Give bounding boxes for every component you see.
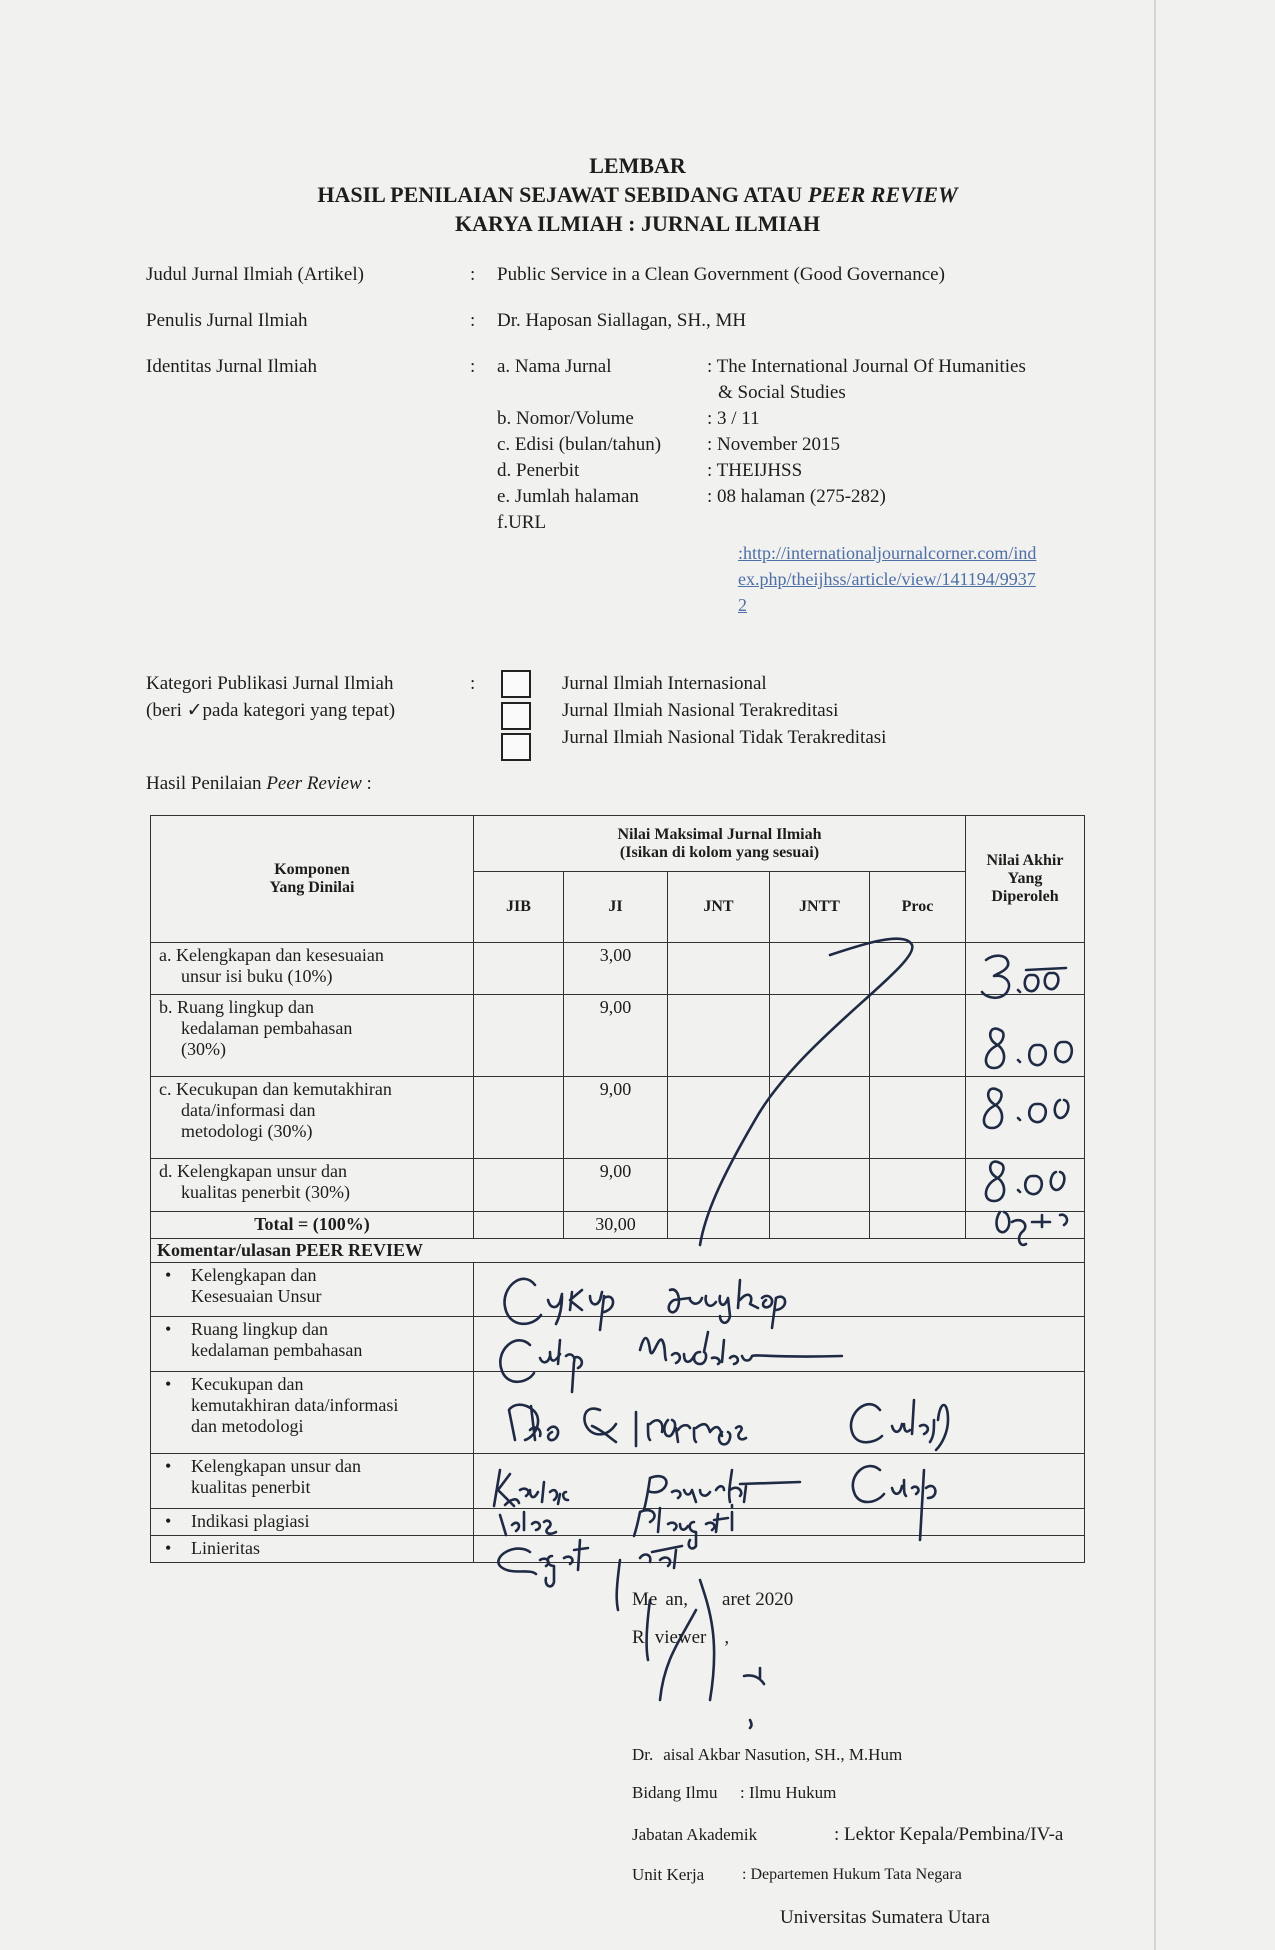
checkbox-nasional-terakreditasi[interactable]: [501, 702, 531, 730]
komentar-row: [151, 1372, 1085, 1454]
row-a-label: [151, 943, 474, 995]
reviewer-1: R: [632, 1627, 645, 1648]
komentar-4-line-1: • Kelengkapan unsur dan: [191, 1456, 361, 1476]
reviewer-name-1: Dr.: [632, 1745, 654, 1764]
komentar-label-2: [151, 1317, 474, 1372]
edisi-value: : November 2015: [707, 434, 840, 455]
col-ji: JI: [564, 872, 668, 943]
komentar-value-3: [474, 1372, 1085, 1454]
row-d-jib: [474, 1159, 564, 1212]
komentar-row: [151, 1454, 1085, 1509]
url-label: f.URL: [497, 512, 547, 533]
row-c-proc: [870, 1077, 966, 1159]
row-c-jib: [474, 1077, 564, 1159]
kategori-label-2-prefix: (beri: [146, 700, 187, 721]
row-b-jnt: [668, 995, 770, 1077]
row-b-label-2: kedalaman pembahasan: [181, 1018, 353, 1038]
komentar-label-5: • Indikasi plagiasi: [151, 1509, 474, 1536]
row-b-akhir: [966, 995, 1085, 1077]
title-line-2-text: HASIL PENILAIAN SEJAWAT SEBIDANG ATAU: [317, 182, 808, 207]
row-c-label-1: c. Kecukupan dan kemutakhiran: [159, 1079, 392, 1099]
penerbit-value: : THEIJHSS: [707, 460, 803, 481]
place-date-1: Me: [632, 1589, 658, 1610]
kategori-option-3: Jurnal Ilmiah Nasional Tidak Terakreditasi: [562, 727, 887, 748]
komentar-value-6: [474, 1536, 1085, 1563]
kategori-label-2: [146, 699, 395, 722]
judul-value: Public Service in a Clean Government (Good Governance): [497, 264, 945, 285]
nama-jurnal-label: a. Nama Jurnal: [497, 356, 612, 377]
table-row: [151, 1077, 1085, 1159]
header-nilai-maksimal: [474, 816, 966, 872]
nama-jurnal-value-2: & Social Studies: [718, 382, 846, 403]
title-line-1: LEMBAR: [589, 153, 686, 178]
judul-label: Judul Jurnal Ilmiah (Artikel): [146, 264, 364, 285]
row-a-jnt: [668, 943, 770, 995]
col-jnt: JNT: [668, 872, 770, 943]
header-komponen-1: Komponen: [274, 861, 350, 878]
total-label: Total = (100%): [151, 1212, 474, 1239]
komentar-row: [151, 1536, 1085, 1563]
komentar-label-4: [151, 1454, 474, 1509]
title-line-2: [0, 181, 1275, 208]
place-date-3: aret 2020: [722, 1589, 794, 1610]
row-a-ji: 3,00: [564, 943, 668, 995]
kategori-option-2: Jurnal Ilmiah Nasional Terakreditasi: [562, 700, 839, 721]
hasil-label-suffix: :: [361, 773, 372, 794]
col-jib: JIB: [474, 872, 564, 943]
table-row: [151, 943, 1085, 995]
row-c-jnt: [668, 1077, 770, 1159]
jumlah-value: : 08 halaman (275-282): [707, 486, 886, 507]
komentar-1-line-1: • Kelengkapan dan: [191, 1265, 317, 1285]
komentar-row: [151, 1317, 1085, 1372]
total-jnt: [668, 1212, 770, 1239]
header-akhir-1: Nilai Akhir: [986, 852, 1064, 869]
komentar-header: Komentar/ulasan PEER REVIEW: [151, 1239, 1085, 1263]
place-date: [632, 1589, 793, 1611]
row-a-akhir: [966, 943, 1085, 995]
table-row: [151, 1159, 1085, 1212]
kategori-colon: :: [470, 673, 476, 694]
row-c-jntt: [770, 1077, 870, 1159]
komentar-label-3: [151, 1372, 474, 1454]
komentar-3-line-2: kemutakhiran data/informasi: [191, 1395, 399, 1415]
header-komponen-2: Yang Dinilai: [269, 879, 355, 896]
hasil-label-prefix: Hasil Penilaian: [146, 773, 267, 794]
jabatan-value: : Lektor Kepala/Pembina/IV-a: [834, 1824, 1064, 1845]
unit-label: Unit Kerja: [632, 1865, 705, 1884]
checkbox-nasional-tidak-terakreditasi[interactable]: [501, 733, 531, 761]
place-date-2: an,: [665, 1589, 689, 1610]
peer-review-table: [150, 815, 1085, 1563]
komentar-3-line-3: dan metodologi: [191, 1416, 304, 1436]
jabatan-label: Jabatan Akademik: [632, 1825, 758, 1844]
komentar-4-line-2: kualitas penerbit: [191, 1477, 311, 1497]
identitas-colon: :: [470, 356, 476, 377]
row-d-label-1: d. Kelengkapan unsur dan: [159, 1161, 347, 1181]
row-d-jnt: [668, 1159, 770, 1212]
row-d-ji: 9,00: [564, 1159, 668, 1212]
title-line-3: KARYA ILMIAH : JURNAL ILMIAH: [454, 211, 821, 236]
reviewer-label: [632, 1627, 729, 1649]
url-line-1: :http://internationaljournalcorner.com/ind: [738, 543, 1037, 563]
penulis-colon: :: [470, 310, 476, 331]
row-b-jntt: [770, 995, 870, 1077]
row-a-jib: [474, 943, 564, 995]
row-b-proc: [870, 995, 966, 1077]
url-line-3: 2: [738, 595, 747, 615]
komentar-row: [151, 1263, 1085, 1317]
bidang-label: Bidang Ilmu: [632, 1783, 718, 1802]
total-proc: [870, 1212, 966, 1239]
komentar-3-line-1: • Kecukupan dan: [191, 1374, 304, 1394]
penerbit-label: d. Penerbit: [497, 460, 580, 481]
total-akhir: [966, 1212, 1085, 1239]
row-c-label-3: metodologi (30%): [181, 1121, 313, 1141]
jumlah-label: e. Jumlah halaman: [497, 486, 639, 507]
kategori-label-2-suffix: pada kategori yang tepat): [202, 700, 396, 721]
row-c-label: [151, 1077, 474, 1159]
row-a-label-1: a. Kelengkapan dan kesesuaian: [159, 945, 384, 965]
row-c-ji: 9,00: [564, 1077, 668, 1159]
reviewer-3: ,: [724, 1627, 730, 1648]
row-d-jntt: [770, 1159, 870, 1212]
row-a-label-2: unsur isi buku (10%): [181, 966, 333, 986]
row-d-label-2: kualitas penerbit (30%): [181, 1182, 350, 1202]
identitas-label: Identitas Jurnal Ilmiah: [146, 356, 317, 377]
row-a-jntt: [770, 943, 870, 995]
row-b-label-3: (30%): [181, 1039, 226, 1059]
komentar-value-1: [474, 1263, 1085, 1317]
total-ji: 30,00: [564, 1212, 668, 1239]
penulis-value: Dr. Haposan Siallagan, SH., MH: [497, 310, 747, 331]
komentar-value-5: [474, 1509, 1085, 1536]
hasil-label-italic: Peer Review: [266, 773, 362, 794]
title-line-2-italic: PEER REVIEW: [807, 182, 958, 207]
komentar-1-line-2: Kesesuaian Unsur: [191, 1286, 322, 1306]
header-nilai-max-1: Nilai Maksimal Jurnal Ilmiah: [617, 825, 822, 843]
reviewer-2: viewer: [654, 1627, 707, 1648]
col-jntt: JNTT: [770, 872, 870, 943]
url-link[interactable]: [738, 540, 1036, 618]
header-komponen: [151, 816, 474, 943]
kategori-option-1: Jurnal Ilmiah Internasional: [562, 673, 767, 694]
bidang-value: : Ilmu Hukum: [740, 1783, 837, 1802]
komentar-row: [151, 1509, 1085, 1536]
reviewer-name: [632, 1745, 902, 1765]
row-c-label-2: data/informasi dan: [181, 1100, 316, 1120]
total-row: [151, 1212, 1085, 1239]
row-c-akhir: [966, 1077, 1085, 1159]
hasil-penilaian-label: [146, 773, 372, 795]
judul-colon: :: [470, 264, 476, 285]
komentar-2-line-1: • Ruang lingkup dan: [191, 1319, 328, 1339]
row-b-label-1: b. Ruang lingkup dan: [159, 997, 314, 1017]
row-d-label: [151, 1159, 474, 1212]
header-nilai-akhir: [966, 816, 1085, 943]
check-mark-icon: ✓: [186, 700, 203, 721]
table-header-row-1: [151, 816, 1085, 872]
page-edge: [1154, 0, 1156, 1950]
reviewer-name-2: aisal Akbar Nasution, SH., M.Hum: [663, 1745, 903, 1764]
universitas: Universitas Sumatera Utara: [780, 1907, 990, 1928]
edisi-label: c. Edisi (bulan/tahun): [497, 434, 662, 455]
row-a-proc: [870, 943, 966, 995]
komentar-label-6: • Linieritas: [151, 1536, 474, 1563]
total-jib: [474, 1212, 564, 1239]
komentar-label-1: [151, 1263, 474, 1317]
checkbox-internasional[interactable]: [501, 670, 531, 698]
table-row: [151, 995, 1085, 1077]
unit-value: : Departemen Hukum Tata Negara: [742, 1866, 962, 1883]
row-d-akhir: [966, 1159, 1085, 1212]
url-line-2: ex.php/theijhss/article/view/141194/9937: [738, 569, 1036, 589]
kategori-label-1: Kategori Publikasi Jurnal Ilmiah: [146, 673, 394, 694]
row-b-jib: [474, 995, 564, 1077]
col-proc: Proc: [870, 872, 966, 943]
penulis-label: Penulis Jurnal Ilmiah: [146, 310, 308, 331]
row-b-label: [151, 995, 474, 1077]
komentar-value-2: [474, 1317, 1085, 1372]
nomor-label: b. Nomor/Volume: [497, 408, 634, 429]
header-akhir-2: Yang: [1007, 870, 1043, 887]
nama-jurnal-value: : The International Journal Of Humanities: [707, 356, 1026, 377]
komentar-header-row: [151, 1239, 1085, 1263]
total-jntt: [770, 1212, 870, 1239]
komentar-2-line-2: kedalaman pembahasan: [191, 1340, 363, 1360]
header-akhir-3: Diperoleh: [991, 888, 1059, 905]
nomor-value: : 3 / 11: [707, 408, 760, 429]
komentar-value-4: [474, 1454, 1085, 1509]
header-nilai-max-2: (Isikan di kolom yang sesuai): [619, 843, 820, 861]
row-b-ji: 9,00: [564, 995, 668, 1077]
row-d-proc: [870, 1159, 966, 1212]
